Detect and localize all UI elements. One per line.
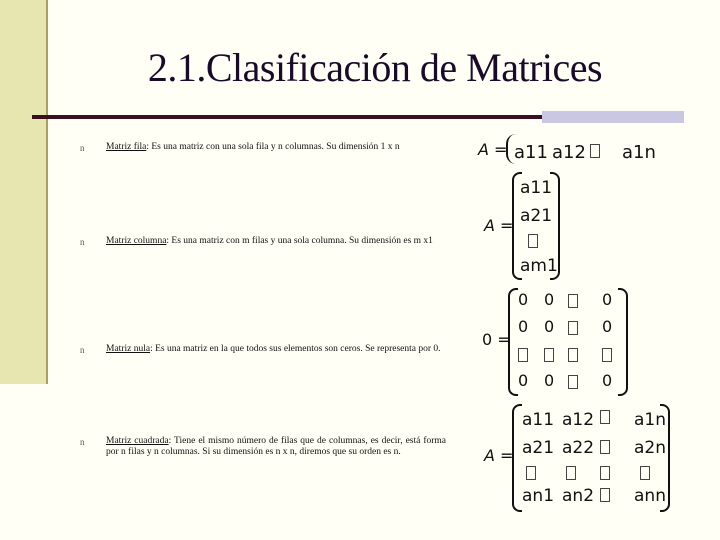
zero-cell: 0 <box>602 290 613 309</box>
ellipsis-box-icon <box>568 317 578 336</box>
left-sidebar-decoration <box>0 0 46 384</box>
square-matrix-element: a22 <box>562 438 595 458</box>
square-matrix-element: a2n <box>634 438 667 458</box>
title-underline-dark <box>32 115 542 119</box>
ellipsis-box-icon <box>544 344 554 363</box>
zero-cell: 0 <box>602 371 613 390</box>
row-matrix-lhs: A = <box>478 140 508 159</box>
ellipsis-box-icon <box>600 484 610 503</box>
list-item-column-matrix <box>106 236 446 247</box>
term: Matriz fila <box>106 142 147 152</box>
column-matrix-element: am1 <box>520 256 558 276</box>
bullet-icon: n <box>80 237 85 247</box>
bullet-icon: n <box>80 437 85 447</box>
ellipsis-box-icon <box>602 344 612 363</box>
sidebar-edge-line <box>46 0 48 384</box>
null-matrix-right-paren <box>618 288 628 396</box>
row-matrix-element: a11 <box>514 142 548 163</box>
item-text: : Tiene el mismo número de filas que de columnas, es decir, está forma por n filas y n columnas. Si su dimensión es n x n, diremos que su orden es n. <box>106 436 446 457</box>
square-matrix-element: ann <box>634 486 666 506</box>
ellipsis-box-icon <box>568 344 578 363</box>
null-matrix-left-paren <box>508 288 518 396</box>
square-matrix-element: a1n <box>634 410 667 430</box>
ellipsis-box-icon <box>640 462 650 481</box>
square-matrix-element: a12 <box>562 410 595 430</box>
zero-cell: 0 <box>518 290 529 309</box>
ellipsis-box-icon <box>600 436 610 455</box>
row-matrix-element: a1n <box>622 142 656 163</box>
list-item-square-matrix <box>106 436 446 458</box>
term: Matriz columna <box>106 236 167 246</box>
item-text: : Es una matriz con una sola fila y n columnas. Su dimensión 1 x n <box>146 142 400 152</box>
square-matrix-element: a11 <box>522 410 555 430</box>
ellipsis-box-icon <box>528 230 538 249</box>
ellipsis-box-icon <box>568 290 578 309</box>
title-underline-light <box>542 111 684 123</box>
bullet-icon: n <box>80 345 85 355</box>
ellipsis-box-icon <box>566 462 576 481</box>
item-text: : Es una matriz en la que todos sus elementos son ceros. Se representa por 0. <box>150 344 441 354</box>
zero-cell: 0 <box>602 317 613 336</box>
zero-cell: 0 <box>544 290 555 309</box>
ellipsis-box-icon <box>600 406 610 425</box>
zero-cell: 0 <box>518 371 529 390</box>
null-matrix-lhs: 0 = <box>482 330 511 349</box>
term: Matriz cuadrada <box>106 436 169 446</box>
list-item-null-matrix <box>106 344 446 355</box>
column-matrix-element: a11 <box>520 178 553 198</box>
square-matrix-lhs: A = <box>484 446 514 465</box>
term: Matriz nula <box>106 344 151 354</box>
zero-cell: 0 <box>518 317 529 336</box>
column-matrix-lhs: A = <box>484 216 514 235</box>
ellipsis-box-icon <box>600 462 610 481</box>
square-matrix-element: an2 <box>562 486 595 506</box>
zero-cell: 0 <box>544 371 555 390</box>
column-matrix-element: a21 <box>520 206 553 226</box>
ellipsis-box-icon <box>590 140 600 159</box>
square-matrix-element: an1 <box>522 486 555 506</box>
ellipsis-box-icon <box>568 371 578 390</box>
bullet-icon: n <box>80 143 85 153</box>
square-matrix-element: a21 <box>522 438 555 458</box>
zero-cell: 0 <box>544 317 555 336</box>
item-text: : Es una matriz con m filas y una sola columna. Su dimensión es m x1 <box>166 236 433 246</box>
list-item-row-matrix <box>106 142 446 153</box>
ellipsis-box-icon <box>518 344 528 363</box>
square-matrix-left-paren <box>512 404 522 512</box>
row-matrix-element: a12 <box>552 142 586 163</box>
ellipsis-box-icon <box>526 462 536 481</box>
page-title: 2.1.Clasificación de Matrices <box>147 45 603 90</box>
